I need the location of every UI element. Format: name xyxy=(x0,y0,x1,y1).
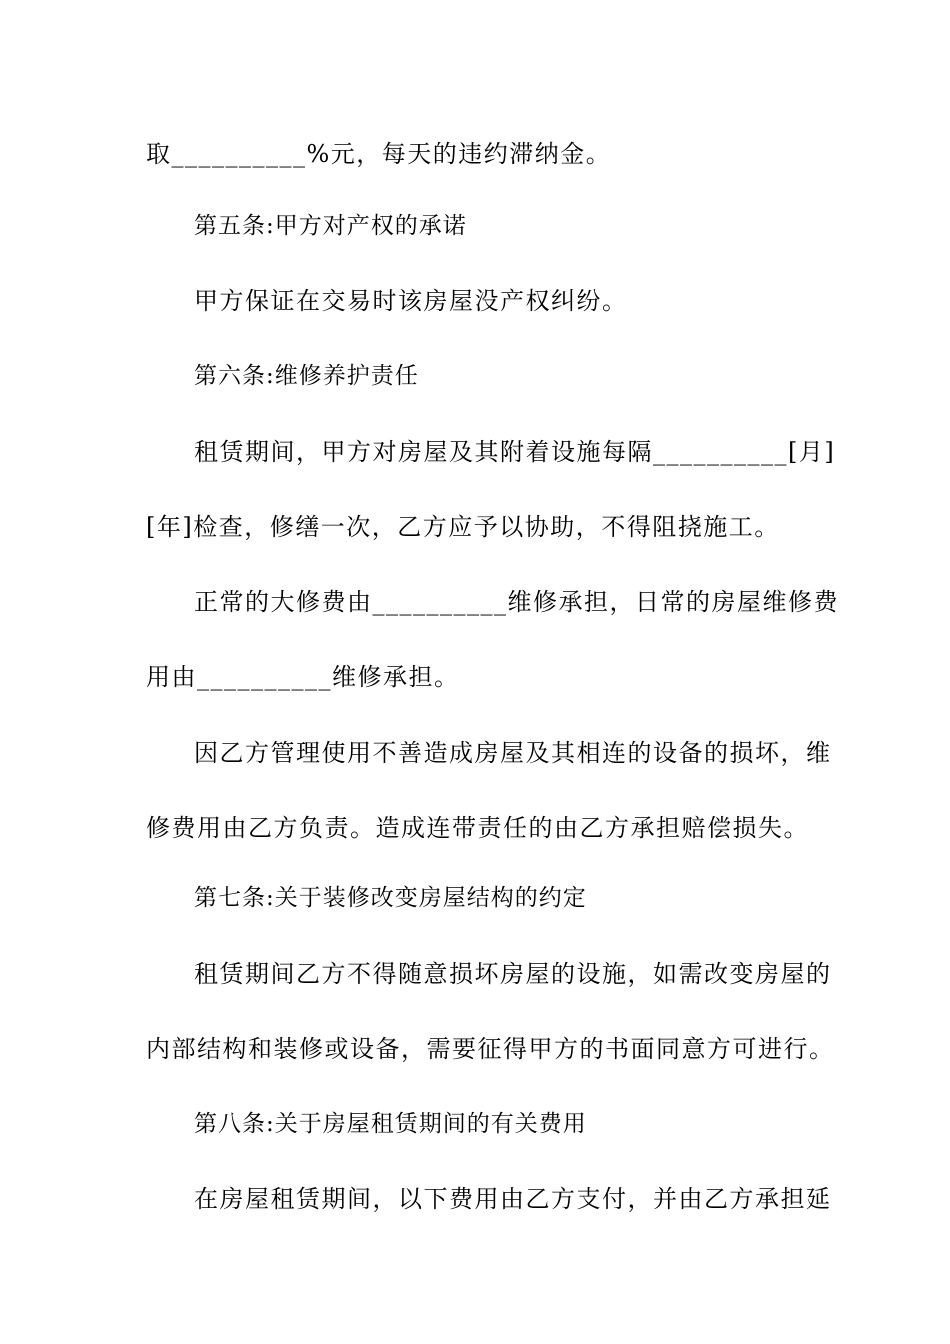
paragraph-line: 因乙方管理使用不善造成房屋及其相连的设备的损坏，维 xyxy=(194,739,832,767)
section-heading-7: 第七条:关于装修改变房屋结构的约定 xyxy=(194,885,587,911)
section-heading-8: 第八条:关于房屋租赁期间的有关费用 xyxy=(194,1111,587,1137)
paragraph-line: 在房屋租赁期间，以下费用由乙方支付，并由乙方承担延 xyxy=(194,1185,832,1213)
paragraph-line: 修费用由乙方负责。造成连带责任的由乙方承担赔偿损失。 xyxy=(146,814,809,842)
paragraph-line: 正常的大修费由__________维修承担，日常的房屋维修费 xyxy=(194,588,839,616)
paragraph-line-penalty: 取__________%元，每天的违约滞纳金。 xyxy=(146,140,612,168)
paragraph-line: [年]检查，修缮一次，乙方应予以协助，不得阻挠施工。 xyxy=(146,513,780,541)
section-heading-5: 第五条:甲方对产权的承诺 xyxy=(194,213,467,239)
paragraph-line: 甲方保证在交易时该房屋没产权纠纷。 xyxy=(194,287,628,315)
paragraph-line: 租赁期间，甲方对房屋及其附着设施每隔__________[月] xyxy=(194,438,836,466)
paragraph-line: 用由__________维修承担。 xyxy=(146,663,460,691)
paragraph-line: 租赁期间乙方不得随意损坏房屋的设施，如需改变房屋的 xyxy=(194,960,832,988)
paragraph-line: 内部结构和装修或设备，需要征得甲方的书面同意方可进行。 xyxy=(146,1035,835,1063)
section-heading-6: 第六条:维修养护责任 xyxy=(194,363,419,389)
